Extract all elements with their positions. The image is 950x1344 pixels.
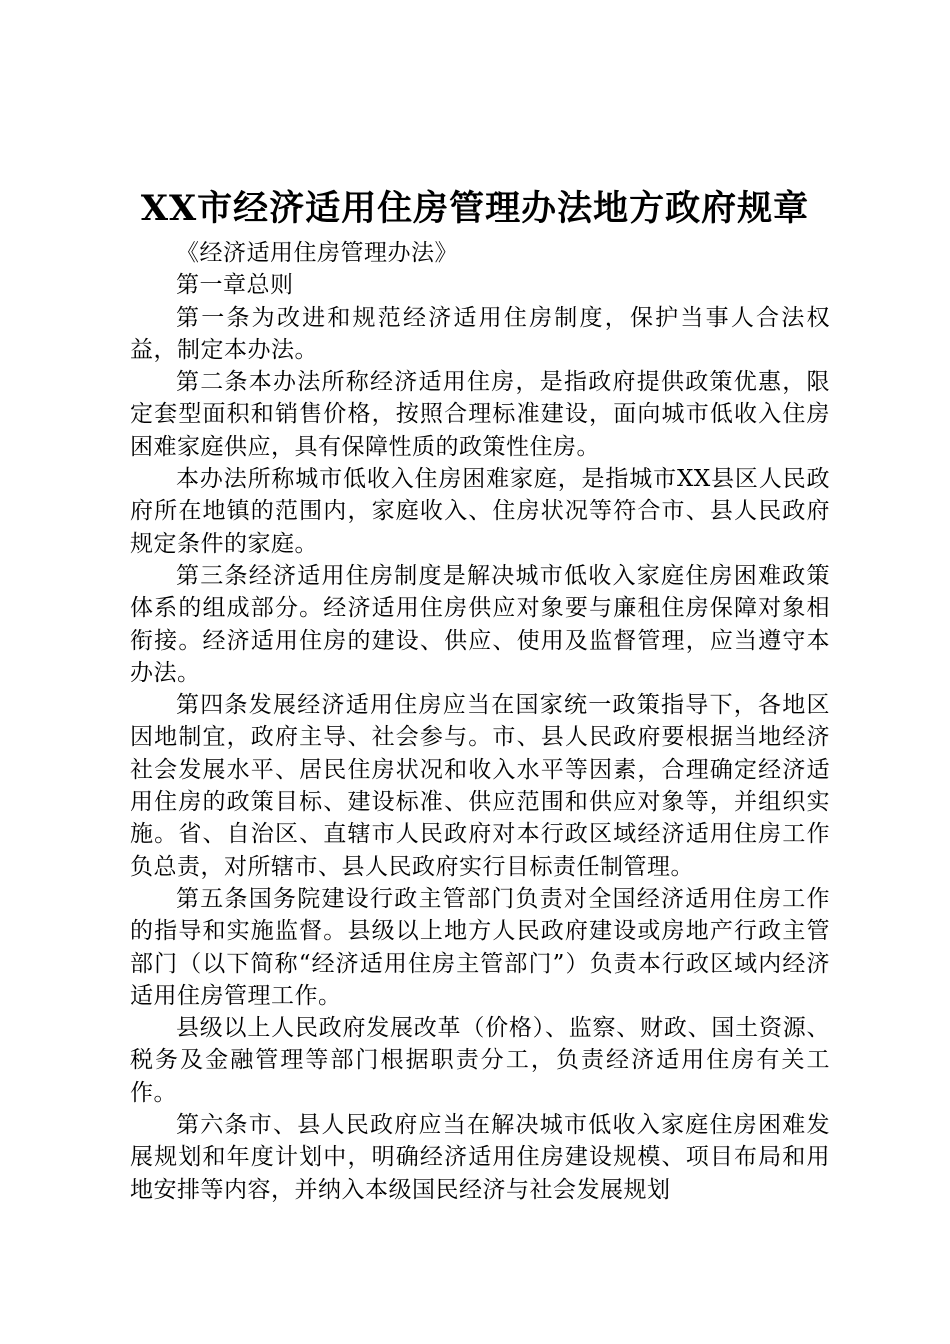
paragraph-chapter-heading: 第一章总则 [176, 272, 294, 299]
paragraph-article-6: 第六条市、县人民政府应当在解决城市低收入家庭住房困难发展规划和年度计划中，明确经济适用住房建设规模、项目布局和用地安排等内容，并纳入本级国民经济与社会发展规划 [130, 1112, 830, 1203]
document-title: XX市经济适用住房管理办法地方政府规章 [140, 188, 810, 229]
document-body [130, 237, 830, 1206]
paragraph-article-3: 第三条经济适用住房制度是解决城市低收入家庭住房困难政策体系的组成部分。经济适用住房供应对象要与廉租住房保障对象相衔接。经济适用住房的建设、供应、使用及监督管理，应当遵守本办法。 [130, 562, 830, 686]
paragraph-article-2: 第二条本办法所称经济适用住房，是指政府提供政策优惠，限定套型面积和销售价格，按照合理标准建设，面向城市低收入住房困难家庭供应，具有保障性质的政策性住房。 [130, 369, 830, 460]
paragraph-article-5-continued: 县级以上人民政府发展改革（价格）、监察、财政、国土资源、税务及金融管理等部门根据职责分工，负责经济适用住房有关工作。 [130, 1015, 830, 1106]
paragraph-article-4: 第四条发展经济适用住房应当在国家统一政策指导下，各地区因地制宜，政府主导、社会参与。市、县人民政府要根据当地经济社会发展水平、居民住房状况和收入水平等因素，合理确定经济适用住房的政策目标、建设标准、供应范围和供应对象等，并组织实施。省、自治区、直辖市人民政府对本行政区域经济适用住房工作负总责，对所辖市、县人民政府实行目标责任制管理。 [130, 692, 830, 880]
paragraph-article-1: 第一条为改进和规范经济适用住房制度，保护当事人合法权益，制定本办法。 [130, 304, 830, 363]
paragraph-book-title: 《经济适用住房管理办法》 [176, 240, 458, 266]
paragraph-article-5: 第五条国务院建设行政主管部门负责对全国经济适用住房工作的指导和实施监督。县级以上地方人民政府建设或房地产行政主管部门（以下简称“经济适用住房主管部门”）负责本行政区域内经济适用住房管理工作。 [130, 885, 830, 1009]
paragraph-article-2-continued: 本办法所称城市低收入住房困难家庭，是指城市XX县区人民政府所在地镇的范围内，家庭收入、住房状况等符合市、县人民政府规定条件的家庭。 [130, 466, 830, 557]
